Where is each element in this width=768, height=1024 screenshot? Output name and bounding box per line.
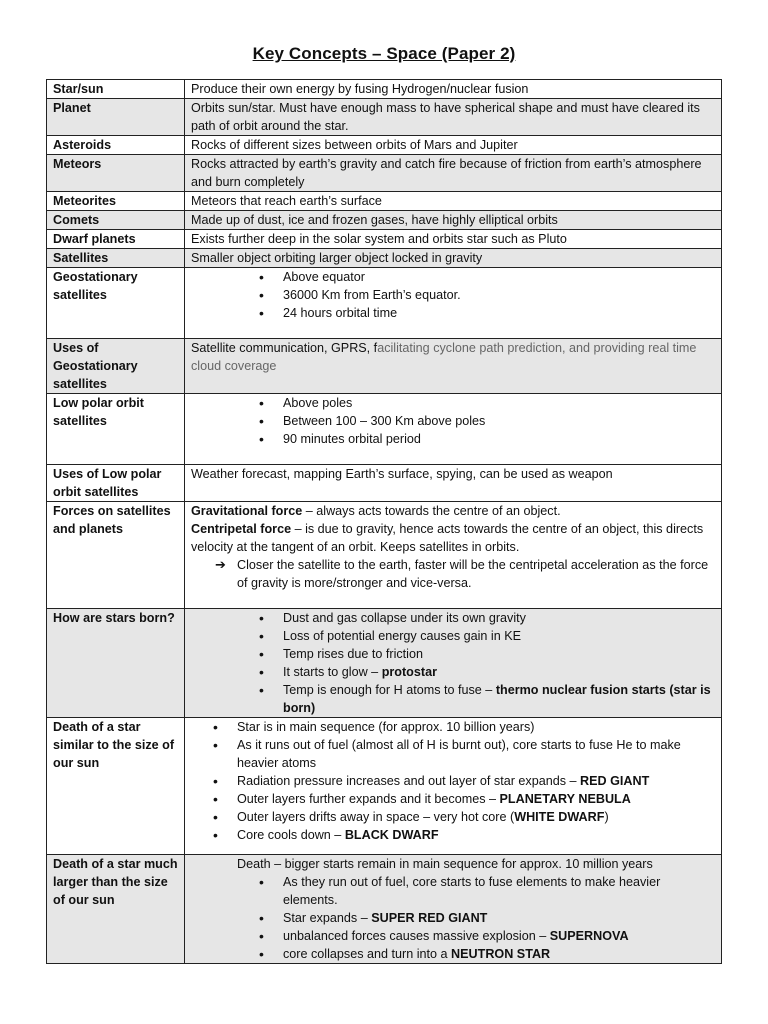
bullet-list — [191, 718, 715, 844]
term-cell: Comets — [47, 211, 185, 230]
term-cell: Low polar orbit satellites — [47, 394, 185, 465]
list-item: • Above poles — [283, 394, 715, 412]
table-row — [47, 609, 722, 718]
definition-cell — [185, 855, 722, 964]
table-row — [47, 80, 722, 99]
definition-cell — [185, 268, 722, 339]
bullet-list — [191, 609, 715, 717]
term-cell: Star/sun — [47, 80, 185, 99]
list-item: • Star expands – SUPER RED GIANT — [283, 909, 715, 927]
concepts-table — [46, 79, 722, 964]
term-cell: Forces on satellites and planets — [47, 502, 185, 609]
definition-cell: Weather forecast, mapping Earth’s surface, spying, can be used as weapon — [185, 465, 722, 502]
term-cell: Satellites — [47, 249, 185, 268]
definition-cell: Exists further deep in the solar system and orbits star such as Pluto — [185, 230, 722, 249]
list-item: • Radiation pressure increases and out layer of star expands – RED GIANT — [237, 772, 715, 790]
list-item: • It starts to glow – protostar — [283, 663, 715, 681]
uses-text-gray: acilitating cyclone path prediction, and providing real time cloud coverage — [191, 341, 697, 373]
table-row — [47, 465, 722, 502]
bullet-list — [191, 873, 715, 963]
table-row — [47, 99, 722, 136]
term-cell: Death of a star much larger than the size of our sun — [47, 855, 185, 964]
list-item: • Dust and gas collapse under its own gravity — [283, 609, 715, 627]
table-row — [47, 249, 722, 268]
table-row — [47, 339, 722, 394]
table-row — [47, 136, 722, 155]
term-cell: Geostationary satellites — [47, 268, 185, 339]
term-cell: Meteors — [47, 155, 185, 192]
list-item: ➔ Closer the satellite to the earth, faster will be the centripetal acceleration as the force of gravity is more/stronger and vice-versa. — [237, 556, 715, 592]
table-row — [47, 855, 722, 964]
definition-cell: Meteors that reach earth’s surface — [185, 192, 722, 211]
centripetal-text: – is due to gravity, hence acts towards the centre of an object, this directs velocity at the tangent of an orbit. Keeps satellites in orbits. — [191, 522, 704, 554]
list-item: • As it runs out of fuel (almost all of H is burnt out), core starts to fuse He to make heavier atoms — [237, 736, 715, 772]
list-item: • Temp is enough for H atoms to fuse – thermo nuclear fusion starts (star is born) — [283, 681, 715, 717]
table-row — [47, 502, 722, 609]
list-item: • core collapses and turn into a NEUTRON STAR — [283, 945, 715, 963]
list-item: • Temp rises due to friction — [283, 645, 715, 663]
term-cell: Uses of Low polar orbit satellites — [47, 465, 185, 502]
table-row — [47, 192, 722, 211]
term-cell: Dwarf planets — [47, 230, 185, 249]
gravitational-line — [191, 502, 715, 520]
term-cell: Meteorites — [47, 192, 185, 211]
definition-cell: Made up of dust, ice and frozen gases, have highly elliptical orbits — [185, 211, 722, 230]
table-row — [47, 155, 722, 192]
list-item: • Star is in main sequence (for approx. 10 billion years) — [237, 718, 715, 736]
definition-cell — [185, 339, 722, 394]
term-cell: Uses of Geostationary satellites — [47, 339, 185, 394]
definition-cell — [185, 609, 722, 718]
list-item: • Between 100 – 300 Km above poles — [283, 412, 715, 430]
term-cell: Death of a star similar to the size of our sun — [47, 718, 185, 855]
definition-cell: Orbits sun/star. Must have enough mass to have spherical shape and must have cleared its path of orbit around the star. — [185, 99, 722, 136]
list-item: • Core cools down – BLACK DWARF — [237, 826, 715, 844]
table-row — [47, 211, 722, 230]
bullet-list — [191, 268, 715, 322]
table-row — [47, 718, 722, 855]
uses-text: Satellite communication, GPRS, f — [191, 341, 378, 355]
list-item: • 36000 Km from Earth’s equator. — [283, 286, 715, 304]
definition-cell — [185, 502, 722, 609]
arrow-list — [191, 556, 715, 592]
list-item: • 24 hours orbital time — [283, 304, 715, 322]
list-item: • Outer layers drifts away in space – very hot core (WHITE DWARF) — [237, 808, 715, 826]
definition-cell — [185, 718, 722, 855]
list-item: • As they run out of fuel, core starts to fuse elements to make heavier elements. — [283, 873, 715, 909]
list-item: • unbalanced forces causes massive explosion – SUPERNOVA — [283, 927, 715, 945]
definition-cell: Rocks attracted by earth’s gravity and catch fire because of friction from earth’s atmosphere and burn completely — [185, 155, 722, 192]
term-cell: Asteroids — [47, 136, 185, 155]
list-item: • 90 minutes orbital period — [283, 430, 715, 448]
table-row — [47, 230, 722, 249]
gravitational-text: – always acts towards the centre of an object. — [302, 504, 561, 518]
gravitational-label: Gravitational force — [191, 504, 303, 518]
definition-cell: Smaller object orbiting larger object locked in gravity — [185, 249, 722, 268]
bullet-list — [191, 394, 715, 448]
definition-cell: Produce their own energy by fusing Hydrogen/nuclear fusion — [185, 80, 722, 99]
table-row — [47, 268, 722, 339]
page-title: Key Concepts – Space (Paper 2) — [252, 44, 516, 63]
list-item: • Above equator — [283, 268, 715, 286]
centripetal-label: Centripetal force — [191, 522, 292, 536]
list-item: • Loss of potential energy causes gain in KE — [283, 627, 715, 645]
term-cell: Planet — [47, 99, 185, 136]
definition-cell — [185, 394, 722, 465]
table-row — [47, 394, 722, 465]
definition-cell: Rocks of different sizes between orbits of Mars and Jupiter — [185, 136, 722, 155]
term-cell: How are stars born? — [47, 609, 185, 718]
centripetal-line — [191, 520, 715, 556]
intro-line: Death – bigger starts remain in main sequence for approx. 10 million years — [237, 857, 653, 871]
list-item: • Outer layers further expands and it becomes – PLANETARY NEBULA — [237, 790, 715, 808]
